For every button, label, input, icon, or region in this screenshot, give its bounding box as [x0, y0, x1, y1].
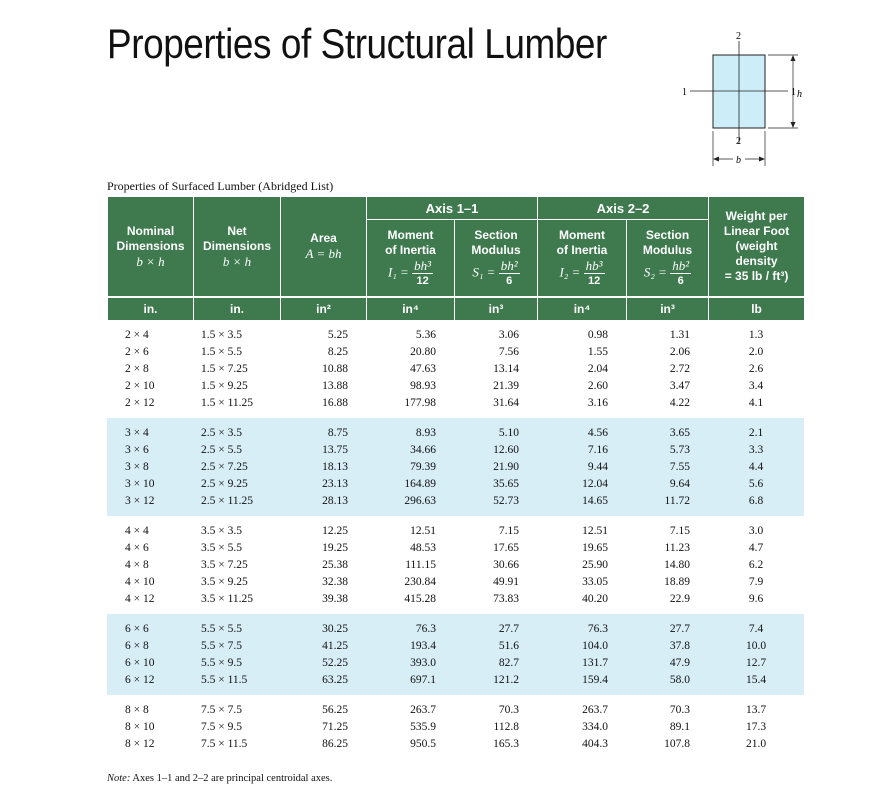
nominal-cell: 2 × 12 [125, 397, 155, 409]
area-cell: 8.25 [327, 346, 348, 358]
nominal-cell: 6 × 6 [107, 614, 193, 638]
moment-inertia-2-cell: 334.0 [582, 721, 608, 733]
nominal-cell: 8 × 12 [125, 738, 155, 750]
moment-inertia-2-cell: 131.7 [537, 655, 626, 672]
nominal-cell: 8 × 10 [125, 721, 155, 733]
moment-inertia-1-cell: 177.98 [404, 397, 436, 409]
section-modulus-2-cell: 9.64 [626, 476, 708, 493]
moment-inertia-1-cell: 47.63 [410, 363, 436, 375]
section-modulus-2-cell: 3.47 [669, 380, 690, 392]
net-cell: 2.5 × 7.25 [193, 459, 280, 476]
header-axis-1-1: Axis 1–1 [367, 197, 538, 220]
area-cell: 12.25 [322, 525, 348, 537]
area-cell: 10.88 [322, 363, 348, 375]
section-modulus-1-cell: 35.65 [454, 476, 537, 493]
moment-inertia-2-cell: 40.20 [582, 593, 608, 605]
unit-cell: in² [281, 297, 367, 320]
moment-inertia-2-cell: 2.60 [587, 380, 608, 392]
weight-cell: 2.0 [748, 346, 764, 358]
table-row [107, 695, 804, 719]
table-row [107, 591, 804, 614]
nominal-cell: 4 × 10 [125, 576, 155, 588]
area-cell: 41.25 [280, 638, 366, 655]
header-moment-of-inertia-2: Moment of Inertia I₂ = $\frac{\text{hb³}}{12}$ [538, 220, 627, 298]
nominal-cell: 3 × 12 [107, 493, 193, 516]
moment-inertia-2-cell: 104.0 [537, 638, 626, 655]
table-row [107, 418, 804, 442]
section-modulus-2-cell: 3.65 [626, 418, 708, 442]
table-row [107, 557, 804, 574]
unit-cell: in⁴ [538, 297, 627, 320]
table-row [107, 344, 804, 361]
weight-cell: 4.7 [748, 542, 764, 554]
table-row [107, 736, 804, 759]
section-modulus-1-cell: 112.8 [493, 721, 519, 733]
moment-inertia-2-cell: 25.90 [582, 559, 608, 571]
section-modulus-1-cell: 49.91 [493, 576, 519, 588]
area-cell: 8.75 [280, 418, 366, 442]
moment-inertia-2-cell: 263.7 [582, 704, 608, 716]
table-row [107, 638, 804, 655]
moment-inertia-1-cell: 415.28 [404, 593, 436, 605]
net-cell: 5.5 × 5.5 [193, 614, 280, 638]
unit-cell: in³ [455, 297, 538, 320]
section-modulus-2-cell: 70.3 [669, 704, 690, 716]
net-cell: 7.5 × 7.5 [201, 704, 242, 716]
moment-inertia-2-cell: 33.05 [582, 576, 608, 588]
moment-inertia-2-cell: 7.16 [537, 442, 626, 459]
weight-cell: 7.9 [748, 576, 764, 588]
size-group [107, 516, 804, 614]
area-cell: 56.25 [322, 704, 348, 716]
section-modulus-1-cell: 3.06 [498, 329, 519, 341]
net-cell: 1.5 × 7.25 [201, 363, 248, 375]
weight-cell: 3.3 [708, 442, 804, 459]
header-section-modulus-2: Section Modulus S₂ = $\frac{\text{hb²}}{6}$ [627, 220, 709, 298]
net-cell: 2.5 × 3.5 [193, 418, 280, 442]
area-cell: 16.88 [322, 397, 348, 409]
nominal-cell: 4 × 6 [125, 542, 149, 554]
table-row [107, 476, 804, 493]
section-modulus-1-cell: 52.73 [454, 493, 537, 516]
section-modulus-1-cell: 21.90 [454, 459, 537, 476]
net-cell: 3.5 × 11.25 [201, 593, 254, 605]
moment-inertia-1-cell: 193.4 [366, 638, 454, 655]
section-modulus-1-cell: 82.7 [454, 655, 537, 672]
table-row [107, 614, 804, 638]
section-modulus-1-cell: 27.7 [454, 614, 537, 638]
axis-2-bottom-label: 2 [736, 136, 741, 147]
table-row [107, 540, 804, 557]
nominal-cell: 3 × 8 [107, 459, 193, 476]
moment-inertia-2-cell: 12.04 [537, 476, 626, 493]
section-modulus-2-cell: 11.23 [664, 542, 690, 554]
section-modulus-2-cell: 47.9 [626, 655, 708, 672]
net-cell: 2.5 × 9.25 [193, 476, 280, 493]
section-modulus-2-cell: 2.72 [669, 363, 690, 375]
section-modulus-1-cell: 51.6 [454, 638, 537, 655]
net-cell: 5.5 × 7.5 [193, 638, 280, 655]
net-cell: 1.5 × 5.5 [201, 346, 242, 358]
nominal-cell: 3 × 6 [107, 442, 193, 459]
moment-inertia-2-cell: 159.4 [537, 672, 626, 695]
unit-cell: in. [108, 297, 194, 320]
section-modulus-1-cell: 7.15 [498, 525, 519, 537]
area-cell: 5.25 [327, 329, 348, 341]
net-cell: 2.5 × 5.5 [193, 442, 280, 459]
moment-inertia-1-cell: 76.3 [366, 614, 454, 638]
section-modulus-1-cell: 73.83 [493, 593, 519, 605]
weight-cell: 10.0 [708, 638, 804, 655]
weight-cell: 1.3 [748, 329, 764, 341]
section-modulus-1-cell: 31.64 [493, 397, 519, 409]
weight-cell: 17.3 [745, 721, 767, 733]
section-modulus-1-cell: 12.60 [454, 442, 537, 459]
size-group [107, 418, 804, 516]
moment-inertia-2-cell: 2.04 [587, 363, 608, 375]
nominal-cell: 4 × 12 [125, 593, 155, 605]
net-cell: 5.5 × 9.5 [193, 655, 280, 672]
header-weight-per-linear-foot: Weight per Linear Foot (weight density = 35 lb / ft³) [709, 197, 805, 297]
nominal-cell: 4 × 8 [125, 559, 149, 571]
net-cell: 3.5 × 7.25 [201, 559, 248, 571]
table-row [107, 459, 804, 476]
net-cell: 1.5 × 3.5 [201, 329, 242, 341]
moment-inertia-2-cell: 0.98 [587, 329, 608, 341]
header-net-dimensions: Net Dimensions b × h [194, 197, 281, 297]
nominal-cell: 6 × 10 [107, 655, 193, 672]
weight-cell: 21.0 [745, 738, 767, 750]
section-modulus-2-cell: 22.9 [669, 593, 690, 605]
section-modulus-1-cell: 70.3 [498, 704, 519, 716]
axis-1-right-label: 1 [791, 87, 796, 98]
weight-cell: 2.1 [708, 418, 804, 442]
unit-cell: in. [194, 297, 281, 320]
net-cell: 3.5 × 9.25 [201, 576, 248, 588]
moment-inertia-1-cell: 164.89 [366, 476, 454, 493]
section-modulus-1-cell: 13.14 [493, 363, 519, 375]
section-modulus-1-cell: 5.10 [454, 418, 537, 442]
net-cell: 7.5 × 11.5 [201, 738, 248, 750]
moment-inertia-1-cell: 79.39 [366, 459, 454, 476]
moment-inertia-2-cell: 1.55 [587, 346, 608, 358]
table-row [107, 442, 804, 459]
section-modulus-2-cell: 7.15 [669, 525, 690, 537]
moment-inertia-1-cell: 263.7 [410, 704, 436, 716]
section-modulus-1-cell: 30.66 [493, 559, 519, 571]
section-modulus-2-cell: 11.72 [626, 493, 708, 516]
table-row [107, 574, 804, 591]
section-modulus-2-cell: 107.8 [664, 738, 690, 750]
nominal-cell: 2 × 6 [125, 346, 149, 358]
moment-inertia-1-cell: 20.80 [410, 346, 436, 358]
table-row [107, 361, 804, 378]
weight-cell: 2.6 [748, 363, 764, 375]
units-row [108, 297, 805, 320]
nominal-cell: 2 × 10 [125, 380, 155, 392]
moment-inertia-1-cell: 230.84 [404, 576, 436, 588]
section-modulus-2-cell: 5.73 [626, 442, 708, 459]
section-modulus-2-cell: 1.31 [669, 329, 690, 341]
area-cell: 39.38 [322, 593, 348, 605]
header-moment-of-inertia-1: Moment of Inertia I₁ = $\frac{\text{bh³}}{12}$ [367, 220, 455, 298]
nominal-cell: 6 × 12 [107, 672, 193, 695]
nominal-cell: 3 × 10 [107, 476, 193, 493]
area-cell: 23.13 [280, 476, 366, 493]
section-modulus-1-cell: 17.65 [493, 542, 519, 554]
nominal-cell: 2 × 8 [125, 363, 149, 375]
lumber-properties-table [107, 197, 804, 759]
area-cell: 32.38 [322, 576, 348, 588]
nominal-cell: 4 × 4 [125, 525, 149, 537]
moment-inertia-2-cell: 4.56 [537, 418, 626, 442]
axis-1-left-label: 1 [682, 87, 687, 98]
size-group [107, 320, 804, 418]
net-cell: 1.5 × 9.25 [201, 380, 248, 392]
weight-cell: 5.6 [708, 476, 804, 493]
section-modulus-2-cell: 4.22 [669, 397, 690, 409]
area-cell: 18.13 [280, 459, 366, 476]
header-nominal-dimensions: Nominal Dimensions b × h [108, 197, 194, 297]
height-label: h [797, 89, 802, 100]
table-row [107, 378, 804, 395]
section-modulus-1-cell: 165.3 [493, 738, 519, 750]
axis-2-top-label: 2 [736, 31, 741, 42]
table-row [107, 516, 804, 540]
moment-inertia-1-cell: 34.66 [366, 442, 454, 459]
net-cell: 1.5 × 11.25 [201, 397, 254, 409]
section-modulus-2-cell: 18.89 [664, 576, 690, 588]
area-cell: 63.25 [280, 672, 366, 695]
net-cell: 2.5 × 11.25 [193, 493, 280, 516]
weight-cell: 3.0 [748, 525, 764, 537]
weight-cell: 15.4 [708, 672, 804, 695]
moment-inertia-1-cell: 12.51 [410, 525, 436, 537]
section-modulus-1-cell: 121.2 [454, 672, 537, 695]
table-note: Note: Axes 1–1 and 2–2 are principal centroidal axes. [107, 773, 333, 784]
section-modulus-2-cell: 27.7 [626, 614, 708, 638]
moment-inertia-1-cell: 535.9 [410, 721, 436, 733]
weight-cell: 13.7 [745, 704, 767, 716]
area-cell: 30.25 [280, 614, 366, 638]
header-area: Area A = bh [281, 197, 367, 297]
area-cell: 13.75 [280, 442, 366, 459]
section-modulus-2-cell: 2.06 [669, 346, 690, 358]
area-cell: 71.25 [322, 721, 348, 733]
moment-inertia-2-cell: 3.16 [587, 397, 608, 409]
weight-cell: 6.2 [748, 559, 764, 571]
unit-cell: in⁴ [367, 297, 455, 320]
moment-inertia-1-cell: 48.53 [410, 542, 436, 554]
weight-cell: 4.4 [708, 459, 804, 476]
section-modulus-2-cell: 7.55 [626, 459, 708, 476]
moment-inertia-1-cell: 98.93 [410, 380, 436, 392]
section-modulus-2-cell: 14.80 [664, 559, 690, 571]
moment-inertia-2-cell: 14.65 [537, 493, 626, 516]
unit-cell: lb [709, 297, 805, 320]
weight-cell: 12.7 [708, 655, 804, 672]
moment-inertia-1-cell: 950.5 [410, 738, 436, 750]
moment-inertia-2-cell: 19.65 [582, 542, 608, 554]
moment-inertia-1-cell: 8.93 [366, 418, 454, 442]
nominal-cell: 2 × 4 [125, 329, 149, 341]
weight-cell: 9.6 [748, 593, 764, 605]
table-caption: Properties of Surfaced Lumber (Abridged List) [107, 179, 334, 193]
moment-inertia-1-cell: 393.0 [366, 655, 454, 672]
area-cell: 52.25 [280, 655, 366, 672]
area-cell: 25.38 [322, 559, 348, 571]
width-label: b [736, 155, 741, 166]
table-row [107, 395, 804, 418]
moment-inertia-1-cell: 697.1 [366, 672, 454, 695]
section-modulus-2-cell: 89.1 [669, 721, 690, 733]
nominal-cell: 3 × 4 [107, 418, 193, 442]
table-row [107, 493, 804, 516]
moment-inertia-1-cell: 5.36 [415, 329, 436, 341]
moment-inertia-2-cell: 76.3 [537, 614, 626, 638]
moment-inertia-2-cell: 9.44 [537, 459, 626, 476]
net-cell: 3.5 × 3.5 [201, 525, 242, 537]
weight-cell: 7.4 [708, 614, 804, 638]
size-group [107, 695, 804, 759]
area-cell: 28.13 [280, 493, 366, 516]
net-cell: 7.5 × 9.5 [201, 721, 242, 733]
page-title: Properties of Structural Lumber [107, 20, 607, 67]
cross-section-diagram [670, 26, 820, 176]
section-modulus-1-cell: 21.39 [493, 380, 519, 392]
nominal-cell: 6 × 8 [107, 638, 193, 655]
net-cell: 5.5 × 11.5 [193, 672, 280, 695]
header-section-modulus-1: Section Modulus S₁ = $\frac{\text{bh²}}{6}$ [455, 220, 538, 298]
table-row [107, 320, 804, 344]
area-cell: 86.25 [322, 738, 348, 750]
table-row [107, 719, 804, 736]
table-row [107, 672, 804, 695]
area-cell: 19.25 [322, 542, 348, 554]
unit-cell: in³ [627, 297, 709, 320]
weight-cell: 4.1 [748, 397, 764, 409]
moment-inertia-2-cell: 12.51 [582, 525, 608, 537]
net-cell: 3.5 × 5.5 [201, 542, 242, 554]
moment-inertia-1-cell: 111.15 [405, 559, 436, 571]
table-row [107, 655, 804, 672]
moment-inertia-2-cell: 404.3 [582, 738, 608, 750]
section-modulus-1-cell: 7.56 [498, 346, 519, 358]
section-modulus-2-cell: 37.8 [626, 638, 708, 655]
weight-cell: 3.4 [748, 380, 764, 392]
section-modulus-2-cell: 58.0 [626, 672, 708, 695]
area-cell: 13.88 [322, 380, 348, 392]
nominal-cell: 8 × 8 [125, 704, 149, 716]
size-group [107, 614, 804, 695]
moment-inertia-1-cell: 296.63 [366, 493, 454, 516]
weight-cell: 6.8 [708, 493, 804, 516]
header-axis-2-2: Axis 2–2 [538, 197, 709, 220]
